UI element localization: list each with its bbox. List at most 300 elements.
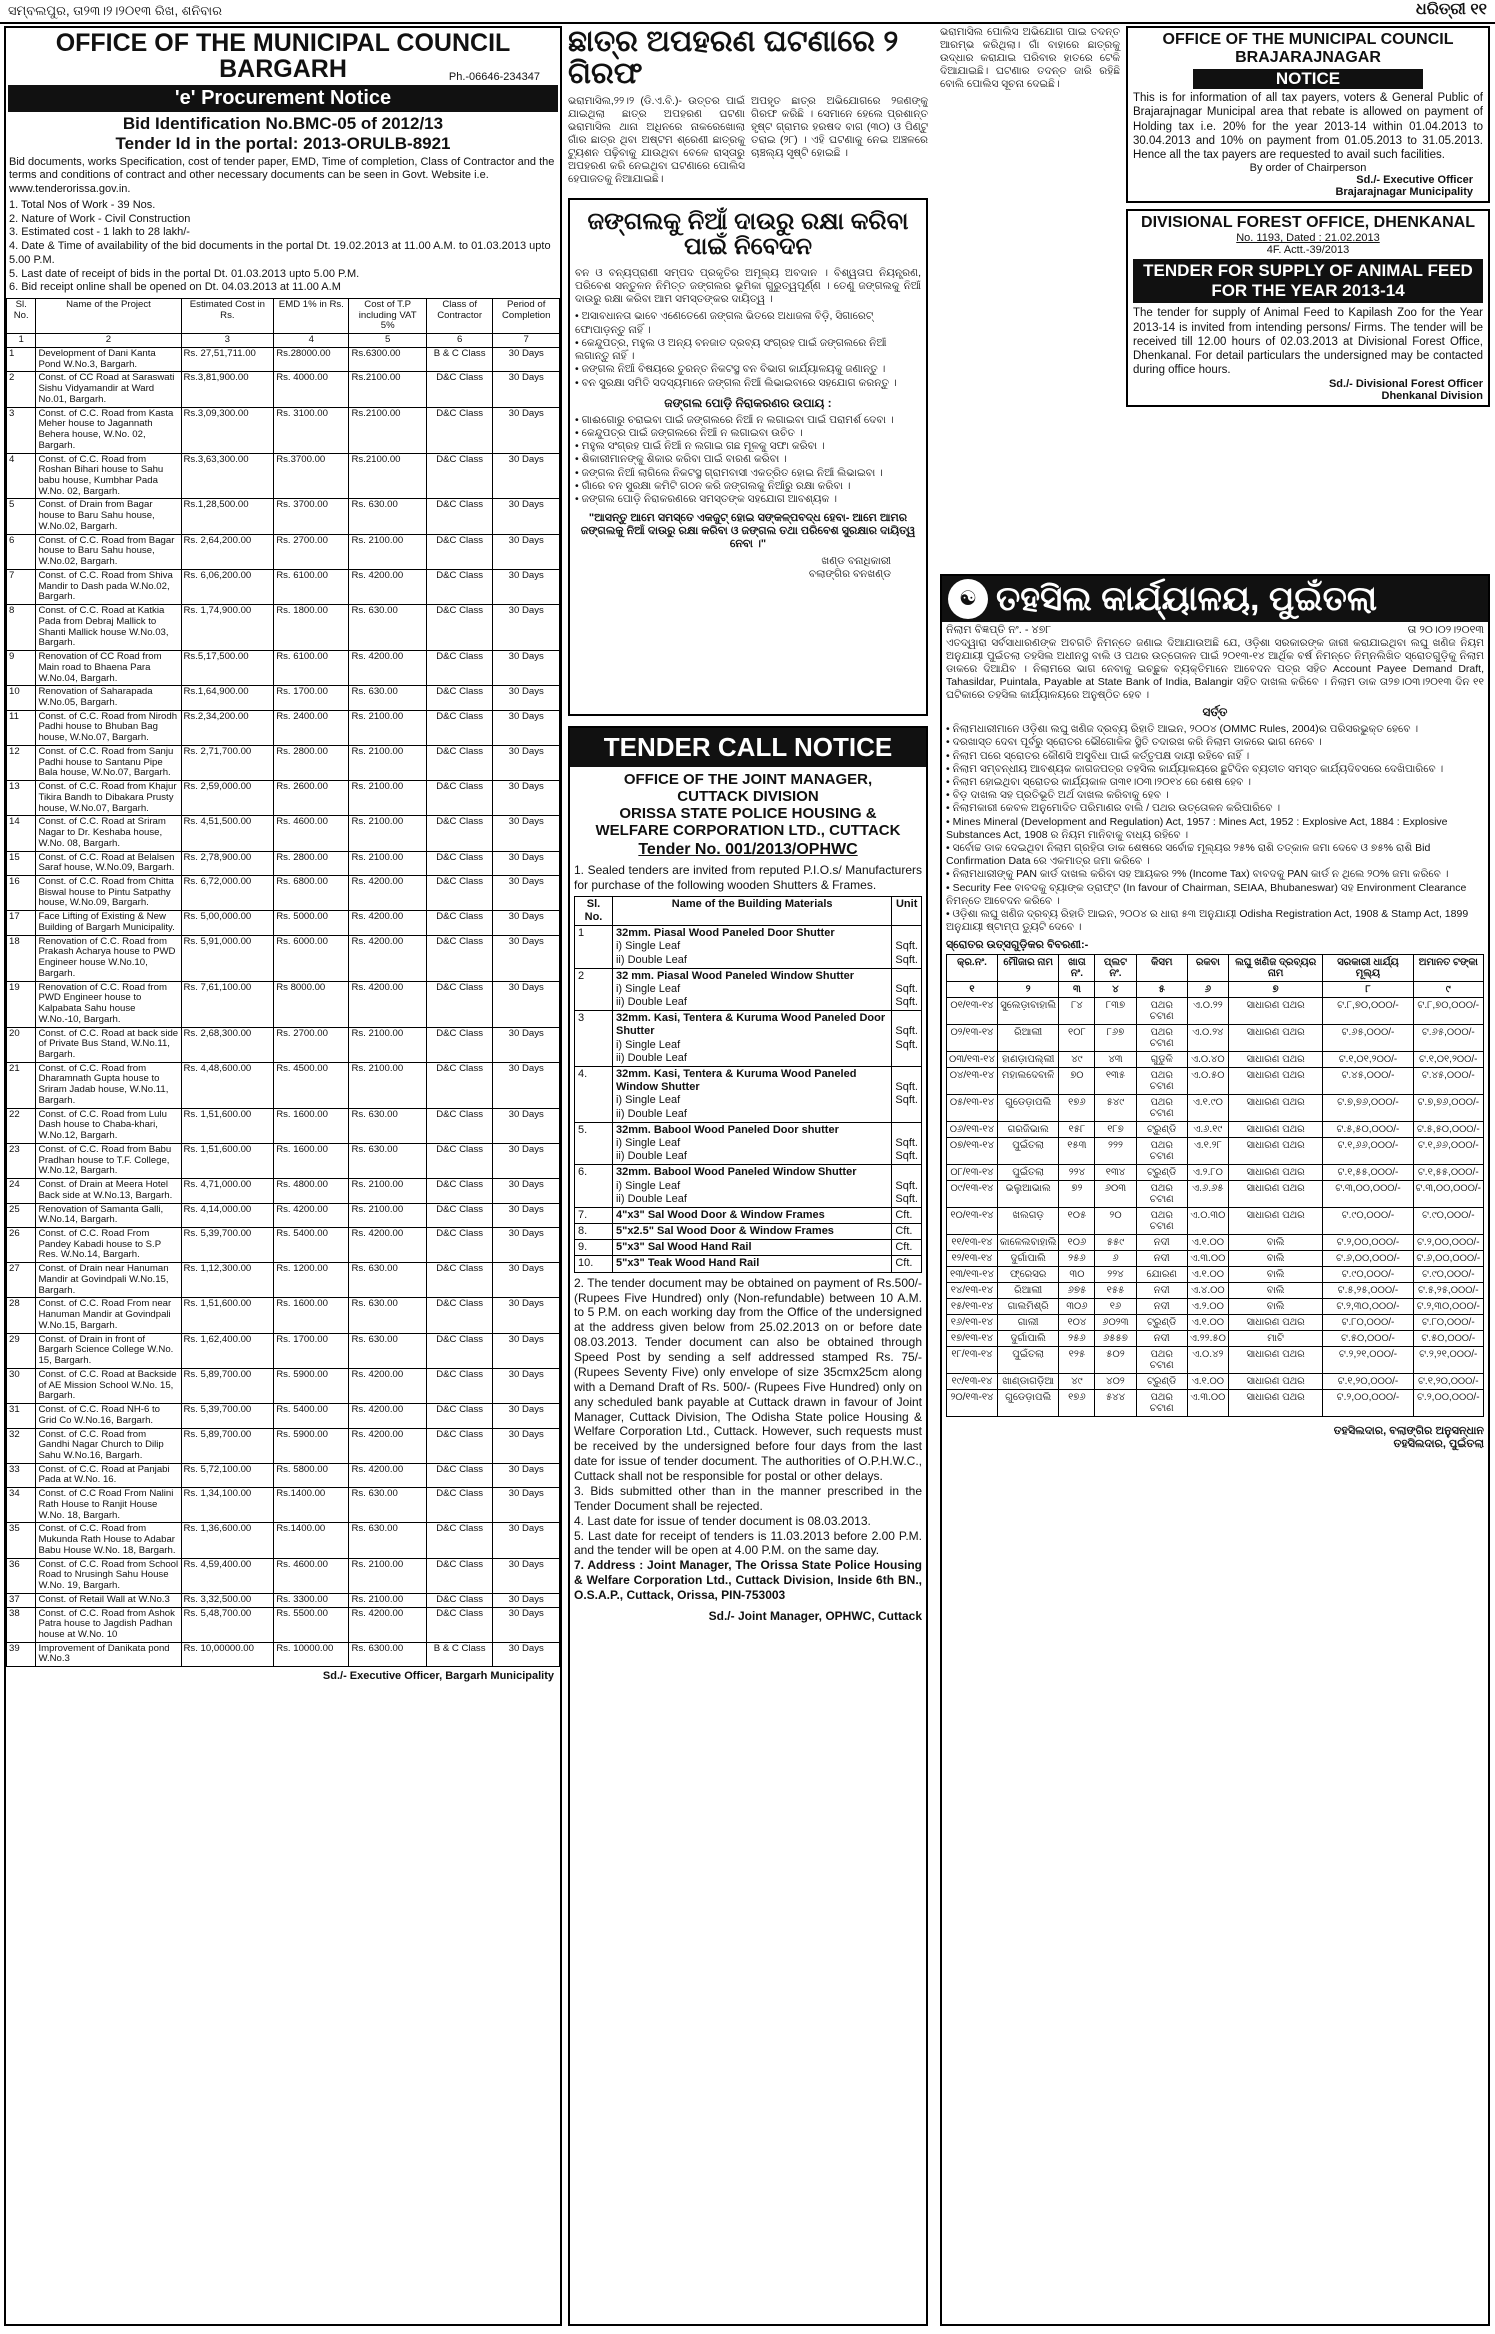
table-row <box>947 1250 1484 1266</box>
right-column <box>940 26 1490 2326</box>
table-cell: Const. of C.C. Road from Bagar house to Baru Sahu house, W.No.02, Bargarh. <box>36 534 181 569</box>
table-row <box>7 1558 560 1593</box>
table-cell: ୬୦୩ <box>1095 1180 1136 1207</box>
table-cell: ୪୩ <box>1095 1051 1136 1067</box>
table-cell: ହାଣଡ଼ାପଲ୍ଲୀ <box>997 1051 1059 1067</box>
table-cell: Rs. 2100.00 <box>349 1558 426 1593</box>
table-cell: Rs. 3300.00 <box>274 1593 349 1607</box>
table-cell: ଏ.୨୨.୫୦ <box>1187 1330 1228 1346</box>
table-cell: 30 Days <box>493 1593 560 1607</box>
braj-line-2: BRAJARAJNAGAR <box>1235 49 1381 66</box>
unit-text: Cft. <box>895 1225 913 1238</box>
tahasil-intro: ଏତଦ୍ୱାରା ସର୍ବସାଧାରଣଙ୍କ ଅବଗତି ନିମନ୍ତେ ଜଣାଇ ଦିଆଯାଉଅଛି ଯେ, ଓଡ଼ିଶା ସରକାରଙ୍କ ଜାରୀ କରାଯାଇଥିବା ଲଘୁ ଖଣିଜ ନିୟମ ଅନୁଯାୟୀ ପୁଇଁତଲା ତହସିଲ ଅଧୀନସ୍ଥ ବାଲି ଓ ପଥର ଉତ୍ତୋଳନ ପାଇଁ ୨୦୧୩-୧୪ ଆର୍ଥିକ ବର୍ଷ ନିମନ୍ତେ ନିମ୍ନଲିଖିତ ସ୍ରୋତଗୁଡ଼ିକୁ ନିଲାମ ଡାକରେ ଦିଆଯିବ । ନିଲାମରେ ଭାଗ ନେବାକୁ ଇଚ୍ଛୁକ ବ୍ୟକ୍ତିମାନେ ଆବେଦନ ପତ୍ର ସହିତ Account Payee Demand Draft, Tahasildar, Puintala, Payable at State Bank of India, Balangir ସହିତ ଦାଖଲ କରିବେ । ନିଲାମ ଡାକ ତା୨୭।୦୩।୨୦୧୩ ଦିନ ୧୧ ଘଟିକାରେ ତହସିଲ କାର୍ଯ୍ୟାଳୟରେ ଅନୁଷ୍ଠିତ ହେବ । <box>946 637 1484 702</box>
table-row <box>947 1298 1484 1314</box>
unit-text: Sqft. <box>895 1136 918 1149</box>
table-row <box>7 710 560 745</box>
tahasil-cond-title: ସର୍ତ୍ତ <box>1202 705 1228 720</box>
table-row <box>947 997 1484 1024</box>
table-cell: ଏ.୬.୧୯ <box>1187 1121 1228 1137</box>
item-unit <box>892 926 922 969</box>
bmc-point: 5. Last date of receipt of bids in the portal Dt. 01.03.2013 upto 5.00 P.M. <box>9 267 360 280</box>
table-cell: Const. of C.C. Road from Gandhi Nagar Church to Dilip Sahu W.No.16, Bargarh. <box>36 1428 181 1463</box>
braj-notice-bar: NOTICE <box>1193 69 1423 89</box>
table-cell: Rs. 1,74,900.00 <box>181 605 274 651</box>
table-cell: Const. of C.C. Road from Khajur Tikira Bandh to Dibakara Prusty house, W.No.07, Bargarh. <box>36 781 181 816</box>
table-cell: Const. of Drain near Hanuman Mandir at Govindpali W.No.15, Bargarh. <box>36 1263 181 1298</box>
bmc-intro: Bid documents, works Specification, cost of tender paper, EMD, Time of completion, Class of Contractor and the terms and conditions of contract and other necessary documents can be seen in Govt. Website i.e. www.tenderorissa.gov.in. <box>9 155 555 195</box>
table-cell: Rs.6300.00 <box>349 347 426 371</box>
table-row <box>575 968 922 1011</box>
table-row <box>7 1607 560 1642</box>
emblem-icon: ☯ <box>948 579 988 619</box>
table-cell: ନଦୀ <box>1136 1282 1187 1298</box>
table-cell: D&C Class <box>426 1523 493 1558</box>
table-cell: Rs. 6100.00 <box>274 569 349 604</box>
table-cell: ୧୫୫ <box>1095 1282 1136 1298</box>
dfo-acct: 4F. Actt.-39/2013 <box>1266 244 1350 257</box>
table-cell: 23 <box>7 1143 36 1178</box>
table-cell: Rs. 630.00 <box>349 1333 426 1368</box>
table-cell: ପଥର ଚଟାଣ <box>1136 1067 1187 1094</box>
table-cell: ଟ.୬,୦୦,୦୦୦/- <box>1413 1250 1483 1266</box>
table-number-row <box>947 981 1484 997</box>
table-cell: ୧୫/୧୩-୧୪ <box>947 1298 998 1314</box>
unit-spacer <box>895 1068 918 1081</box>
dhenkanal-forest-tender <box>1126 209 1490 406</box>
table-cell: ଏ.୨.୮୦ <box>1187 1164 1228 1180</box>
ophwc-line-3: ORISSA STATE POLICE HOUSING & <box>619 805 877 822</box>
table-cell: Development of Dani Kanta Pond W.No.3, Bargarh. <box>36 347 181 371</box>
ophwc-para-4: 4. Last date for issue of tender document is 08.03.2013. <box>574 1513 871 1528</box>
table-cell: Renovation of Samanta Galli, W.No.14, Bargarh. <box>36 1203 181 1227</box>
forest-measure: • ଜଙ୍ଗଲ ନିଆଁ ଲାଗିଲେ ନିକଟସ୍ଥ ଗ୍ରାମବାସୀ ଏକତ୍ରିତ ହୋଇ ନିଆଁ ଲିଭାଇବା । <box>575 466 883 479</box>
table-row <box>7 651 560 686</box>
table-cell: Rs. 1700.00 <box>274 1333 349 1368</box>
table-cell: ୧୩୪ <box>1095 1164 1136 1180</box>
table-cell: 31 <box>7 1404 36 1428</box>
table-cell: ଟ.୧,୨୦,୦୦୦/- <box>1323 1373 1413 1389</box>
table-cell: ଟ.୫୦,୦୦୦/- <box>1323 1330 1413 1346</box>
table-row <box>947 1137 1484 1164</box>
table-cell: D&C Class <box>426 1368 493 1403</box>
table-cell: ବାଲି <box>1228 1298 1322 1314</box>
table-cell: ୧୬/୧୩-୧୪ <box>947 1314 998 1330</box>
table-cell: ୨୫୬ <box>1059 1250 1095 1266</box>
bmc-title-2: BARGARH <box>219 55 347 84</box>
table-row <box>7 981 560 1027</box>
item-name <box>612 926 891 969</box>
table-cell: D&C Class <box>426 372 493 407</box>
ophwc-signature: Sd./- Joint Manager, OPHWC, Cuttack <box>708 1608 922 1623</box>
table-cell: Rs. 1,12,300.00 <box>181 1263 274 1298</box>
table-row <box>575 1224 922 1240</box>
table-row <box>575 926 922 969</box>
item-name-text: 32mm. Babool Wood Paneled Window Shutter <box>615 1166 857 1179</box>
table-cell: Const. of CC Road at Saraswati Sishu Vidyamandir at Ward No.01, Bargarh. <box>36 372 181 407</box>
ophwc-para-5: 5. Last date for receipt of tenders is 11.03.2013 before 2.00 P.M. and the tender will be open at 4.00 P.M. on the same day. <box>574 1528 922 1558</box>
tahasil-auction-notice <box>940 574 1490 2326</box>
table-cell: Rs. 2100.00 <box>349 781 426 816</box>
ophwc-tender-notice <box>568 726 928 2326</box>
forest-points <box>575 310 921 389</box>
dfo-bar: TENDER FOR SUPPLY OF ANIMAL FEED FOR THE YEAR 2013-14 <box>1133 259 1483 303</box>
table-cell: Rs. 5400.00 <box>274 1228 349 1263</box>
table-cell: ୧୧/୧୩-୧୪ <box>947 1234 998 1250</box>
table-cell: Face Lifting of Existing & New Building of Bargarh Municipality. <box>36 911 181 935</box>
table-cell: D&C Class <box>426 1263 493 1298</box>
table-cell: ୧୮/୧୩-୧୪ <box>947 1346 998 1373</box>
item-sub: ii) Double Leaf <box>615 1150 687 1163</box>
unit-text: Sqft. <box>895 1094 918 1107</box>
ophwc-line-1: OFFICE OF THE JOINT MANAGER, <box>623 771 873 788</box>
table-row <box>947 1346 1484 1373</box>
tahasil-condition: • Security Fee ବାବଦକୁ ବ୍ୟାଙ୍କ ଡ୍ରାଫ୍ଟ (In favour of Chairman, SEIAA, Bhubaneswar) ସହ Environment Clearance ନିମନ୍ତେ ଆବେଦନ କରିବେ । <box>946 881 1467 907</box>
table-row <box>7 1108 560 1143</box>
forest-point: • ଜଙ୍ଗଲ ନିଆଁ ବିଷୟରେ ତୁରନ୍ତ ନିକଟସ୍ଥ ବନ ବିଭାଗ କାର୍ଯ୍ୟାଳୟକୁ ଜଣାନ୍ତୁ । <box>575 363 886 376</box>
table-cell: 30 Days <box>493 1463 560 1487</box>
table-cell: ୨୨୪ <box>1095 1266 1136 1282</box>
column-header: Class of Contractor <box>426 299 493 334</box>
table-cell: Const. of C.C. Road at Backside of AE Mission School W.No. 15, Bargarh. <box>36 1368 181 1403</box>
unit-text: Sqft. <box>895 1025 918 1038</box>
table-cell: Rs. 2700.00 <box>274 534 349 569</box>
table-cell: Rs 8000.00 <box>274 981 349 1027</box>
table-row <box>7 1203 560 1227</box>
table-cell: ୧୦/୧୩-୧୪ <box>947 1207 998 1234</box>
table-cell: Rs. 2800.00 <box>274 851 349 875</box>
table-cell: ୧୦୬ <box>1059 1234 1095 1250</box>
table-row <box>575 1067 922 1123</box>
column-header: କିସମ <box>1136 954 1187 981</box>
table-cell: Const. of C.C. Road From Pandey Kabadi house to S.P Res. W.No.14, Bargarh. <box>36 1228 181 1263</box>
unit-text: Sqft. <box>895 953 918 966</box>
table-cell: D&C Class <box>426 651 493 686</box>
column-header: Unit <box>892 896 922 925</box>
table-cell: ୫୫୯ <box>1095 1234 1136 1250</box>
table-cell: 4 <box>7 453 36 499</box>
table-cell: ୧୬ <box>1095 1298 1136 1314</box>
table-cell: D&C Class <box>426 781 493 816</box>
table-cell: ୪୯ <box>1059 1373 1095 1389</box>
table-cell: Rs. 6300.00 <box>349 1642 426 1666</box>
table-cell: ୦୩/୧୩-୧୪ <box>947 1051 998 1067</box>
table-cell: 30 Days <box>493 1333 560 1368</box>
table-cell: କାଳେଲବାହାଲି <box>997 1234 1059 1250</box>
table-cell: ୫୪୯ <box>1095 1094 1136 1121</box>
unit-text: Cft. <box>895 1257 913 1270</box>
table-cell: ୪୦୨ <box>1095 1373 1136 1389</box>
table-cell: Rs. 2100.00 <box>349 534 426 569</box>
news-col-3: ଭରାମାସିଲ ପୋଲିସ ଅଭିଯୋଗ ପାଇ ତଦନ୍ତ ଆରମ୍ଭ କରିଥିଲା। ଗାଁ ବାହାରେ ଛାତ୍ରକୁ ଉଦ୍ଧାର କରାଯାଇ ପରିବାର ହାତରେ ଟେକି ଦିଆଯାଇଛି। ଘଟଣାର ତଦନ୍ତ ଜାରି ରହିଛି ବୋଲି ପୋଲିସ ସୂଚନା ଦେଇଛି। <box>940 26 1120 91</box>
table-cell: ଟ୍ରୁଣ୍ଡି <box>1136 1121 1187 1137</box>
table-cell: Rs. 2100.00 <box>349 1203 426 1227</box>
braj-sign-1: Sd./- Executive Officer <box>1356 174 1473 187</box>
table-cell: ୬ <box>1095 1250 1136 1266</box>
table-cell: Rs. 6,72,000.00 <box>181 875 274 910</box>
forest-fire-appeal <box>568 198 928 716</box>
table-cell: ୦୯/୧୩-୧୪ <box>947 1180 998 1207</box>
item-number: 6. <box>575 1165 613 1208</box>
table-cell: 30 Days <box>493 499 560 534</box>
bmc-point: 4. Date & Time of availability of the bid documents in the portal Dt. 19.02.2013 at 11.00 A.M. to 01.03.2013 upto 5.00 P.M. <box>9 240 551 266</box>
table-cell: Rs.1400.00 <box>274 1523 349 1558</box>
item-sub: ii) Double Leaf <box>615 1107 687 1120</box>
header-date: ସମ୍ବଲପୁର, ତା୨୩।୨।୨୦୧୩ ରିଖ, ଶନିବାର <box>8 3 222 18</box>
table-cell: ନଦୀ <box>1136 1234 1187 1250</box>
table-cell: ୫୪୪ <box>1095 1389 1136 1416</box>
table-cell: ଗୁଡେଡ଼ାପଲି <box>997 1094 1059 1121</box>
table-cell: ଏ.୧.୦୦ <box>1187 1234 1228 1250</box>
table-cell: ଭଲୁଆଭାଲ <box>997 1180 1059 1207</box>
table-cell: ଗାଲମିଶ୍ରି <box>997 1298 1059 1314</box>
table-cell: Rs. 2,64,200.00 <box>181 534 274 569</box>
table-cell: 30 Days <box>493 534 560 569</box>
ophwc-bar: TENDER CALL NOTICE <box>570 728 926 767</box>
table-cell: Rs.1,28,500.00 <box>181 499 274 534</box>
table-cell: Rs. 2100.00 <box>349 1027 426 1062</box>
table-cell: Rs. 1600.00 <box>274 1108 349 1143</box>
table-cell: ୦୧/୧୩-୧୪ <box>947 997 998 1024</box>
table-row <box>947 1067 1484 1094</box>
table-row <box>7 1463 560 1487</box>
table-row <box>575 1011 922 1067</box>
table-cell: Rs. 4500.00 <box>274 1062 349 1108</box>
item-number: 1 <box>575 926 613 969</box>
table-cell: D&C Class <box>426 534 493 569</box>
forest-sign-2: ବଲାଙ୍ଗିର ବନଖଣ୍ଡ <box>808 568 891 581</box>
column-number: ୫ <box>1136 981 1187 997</box>
table-cell: ୮୪ <box>1059 997 1095 1024</box>
table-row <box>7 605 560 651</box>
table-cell: Rs. 1,51,600.00 <box>181 1143 274 1178</box>
item-name <box>612 1122 891 1165</box>
table-row <box>947 1234 1484 1250</box>
item-name-text: 32mm. Babool Wood Paneled Door shutter <box>615 1123 839 1136</box>
table-cell: ୧୭୬ <box>1059 1389 1095 1416</box>
forest-point: • ବନ ସୁରକ୍ଷା ସମିତି ସଦସ୍ୟମାନେ ଜଙ୍ଗଲ ନିଆଁ ଲିଭାଇବାରେ ସହଯୋଗ କରନ୍ତୁ । <box>575 376 897 389</box>
tahasil-condition: • ନିଲାମକାରୀ କେବଳ ଅନୁମୋଦିତ ପରିମାଣର ବାଲି / ପଥର ଉତ୍ତୋଳନ କରିପାରିବେ । <box>946 802 1281 815</box>
braj-by: By order of Chairperson <box>1249 162 1367 175</box>
table-cell: Const. of C.C. Road from Chitta Biswal house to Pintu Satpathy house, W.No.09, Bargarh. <box>36 875 181 910</box>
table-cell: Rs. 1700.00 <box>274 686 349 710</box>
table-cell: ଟ.୧,୫୫,୦୦୦/- <box>1323 1164 1413 1180</box>
item-unit <box>892 1011 922 1067</box>
table-cell: Rs. 4600.00 <box>274 1558 349 1593</box>
table-cell: D&C Class <box>426 499 493 534</box>
table-cell: Rs. 5,39,700.00 <box>181 1404 274 1428</box>
table-cell: Rs. 630.00 <box>349 1523 426 1558</box>
item-unit <box>892 1067 922 1123</box>
table-cell: 30 Days <box>493 1298 560 1333</box>
bmc-notice-bar: 'e' Procurement Notice <box>8 85 558 112</box>
item-sub: i) Single Leaf <box>615 940 681 953</box>
table-cell: Rs. 3700.00 <box>274 499 349 534</box>
bmc-points <box>6 199 560 298</box>
table-cell: ସାଧାରଣ ପଥର <box>1228 1137 1322 1164</box>
table-cell: 30 Days <box>493 347 560 371</box>
table-cell: ୧୨/୧୩-୧୪ <box>947 1250 998 1266</box>
column-number: ୪ <box>1095 981 1136 997</box>
table-row <box>947 1024 1484 1051</box>
bmc-signature: Sd./- Executive Officer, Bargarh Municipality <box>322 1670 554 1683</box>
item-name-text: 5"x2.5" Sal Wood Door & Window Frames <box>615 1225 834 1238</box>
table-cell: ଏ.୬.୬୫ <box>1187 1180 1228 1207</box>
table-cell: ୨୦ <box>1095 1207 1136 1234</box>
table-cell: ୬୦୨୩ <box>1095 1314 1136 1330</box>
table-cell: 6 <box>7 534 36 569</box>
item-sub: ii) Double Leaf <box>615 953 687 966</box>
table-cell: 33 <box>7 1463 36 1487</box>
newspaper-header <box>0 0 1495 24</box>
table-cell: ପୁଇଁତଲା <box>997 1164 1059 1180</box>
table-cell: ୧୦୫ <box>1059 1207 1095 1234</box>
table-cell: Rs.3,09,300.00 <box>181 407 274 453</box>
braj-sign-2: Brajarajnagar Municipality <box>1335 186 1473 199</box>
table-cell: 37 <box>7 1593 36 1607</box>
table-cell: ୮୬୭ <box>1095 1024 1136 1051</box>
table-cell: ଟ.୧,୦୧,୨୦୦/- <box>1413 1051 1483 1067</box>
table-cell: 30 Days <box>493 1143 560 1178</box>
table-cell: Rs. 5400.00 <box>274 1404 349 1428</box>
table-cell: Renovation of CC Road from Main road to Bhaena Para W.No.04, Bargarh. <box>36 651 181 686</box>
table-row <box>7 1593 560 1607</box>
table-cell: ୭୨ <box>1059 1180 1095 1207</box>
table-cell: ବାଲି <box>1228 1266 1322 1282</box>
table-cell: ଟ.୭,୭୬,୦୦୦/- <box>1413 1094 1483 1121</box>
item-unit <box>892 1256 922 1272</box>
table-cell: Rs. 5,91,000.00 <box>181 935 274 981</box>
tahasil-condition: • ନିଲାମଧାରୀମାନେ ଓଡ଼ିଶା ଲଘୁ ଖଣିଜ ଦ୍ରବ୍ୟ ରିହାତି ଆଇନ, ୨୦୦୪ (OMMC Rules, 2004)ର ପରିସରଭୁକ୍ତ ହେବେ । <box>946 723 1419 736</box>
table-cell: ପୁଇଁତଲା <box>997 1137 1059 1164</box>
table-cell: 30 Days <box>493 1558 560 1593</box>
table-cell: Rs.1,64,900.00 <box>181 686 274 710</box>
table-row <box>575 1122 922 1165</box>
table-cell: D&C Class <box>426 745 493 780</box>
table-cell: Improvement of Danikata pond W.No.3 <box>36 1642 181 1666</box>
column-header: Name of the Building Materials <box>612 896 891 925</box>
table-cell: ପୁଇଁତଲା <box>997 1346 1059 1373</box>
table-cell: ସାଧାରଣ ପଥର <box>1228 1389 1322 1416</box>
table-cell: Const. of Drain from Bagar house to Baru Sahu house, W.No.02, Bargarh. <box>36 499 181 534</box>
table-cell: ଟ୍ରୁଣ୍ଡି <box>1136 1164 1187 1180</box>
table-row <box>7 686 560 710</box>
table-cell: ୧୨୫ <box>1059 1346 1095 1373</box>
table-cell: ଟ.୪୫,୦୦୦/- <box>1323 1067 1413 1094</box>
column-number: ୨ <box>997 981 1059 997</box>
item-sub: i) Single Leaf <box>615 1094 681 1107</box>
table-cell: Rs. 2100.00 <box>349 710 426 745</box>
column-number: 2 <box>36 334 181 348</box>
table-cell: Rs. 5,48,700.00 <box>181 1607 274 1642</box>
column-number: ୯ <box>1413 981 1483 997</box>
table-cell: ୦୨/୧୩-୧୪ <box>947 1024 998 1051</box>
table-cell: 8 <box>7 605 36 651</box>
item-unit <box>892 1122 922 1165</box>
table-cell: 18 <box>7 935 36 981</box>
item-number: 10. <box>575 1256 613 1272</box>
table-cell: ଟ.୯୦,୦୦୦/- <box>1413 1266 1483 1282</box>
unit-text: Sqft. <box>895 940 918 953</box>
table-cell: ଗରଜିଭାଲ <box>997 1121 1059 1137</box>
table-cell: 34 <box>7 1488 36 1523</box>
column-header: ଅମାନତ ଟଙ୍କା <box>1413 954 1483 981</box>
table-cell: Rs. 1600.00 <box>274 1298 349 1333</box>
table-header-row <box>7 299 560 334</box>
tahasil-condition: • ନିଲାମ ସମ୍ବନ୍ଧୀୟ ଆବଶ୍ୟକ କାଗଜପତ୍ର ତହସିଲ କାର୍ଯ୍ୟାଳୟରେ ଛୁଟିଦିନ ବ୍ୟତୀତ ସମସ୍ତ କାର୍ଯ୍ୟଦିବସରେ ଦେଖିପାରିବେ । <box>946 762 1444 775</box>
ophwc-tender-no: Tender No. 001/2013/OPHWC <box>638 841 858 858</box>
item-number: 2 <box>575 968 613 1011</box>
table-row <box>7 1642 560 1666</box>
table-cell: ଏ.୦.୪୨ <box>1187 1346 1228 1373</box>
table-cell: ୧୦୮ <box>1059 1024 1095 1051</box>
table-row <box>7 1333 560 1368</box>
table-cell: ସାଧାରଣ ପଥର <box>1228 1121 1322 1137</box>
table-cell: 3 <box>7 407 36 453</box>
table-cell: Const. of C.C. Road from Mukunda Rath House to Adabar Babu House W.No. 18, Bargarh. <box>36 1523 181 1558</box>
news-headline: ଛାତ୍ର ଅପହରଣ ଘଟଣାରେ ୨ ଗିରଫ <box>568 26 899 90</box>
table-cell: Rs. 630.00 <box>349 1108 426 1143</box>
header-page: ଧରିତ୍ରୀ ୧୧ <box>1415 1 1487 18</box>
column-header: ରକବା <box>1187 954 1228 981</box>
table-cell: ଟ.୭,୭୬,୦୦୦/- <box>1323 1094 1413 1121</box>
table-cell: 30 Days <box>493 1228 560 1263</box>
table-cell: 38 <box>7 1607 36 1642</box>
table-cell: Rs. 27,51,711.00 <box>181 347 274 371</box>
column-header: ଖାତା ନଂ. <box>1059 954 1095 981</box>
table-cell: D&C Class <box>426 1203 493 1227</box>
item-name-text: 32mm. Kasi, Tentera & Kuruma Wood Paneled Window Shutter <box>615 1068 857 1094</box>
forest-measure: • କେନ୍ଦୁପତ୍ର ପାଇଁ ଜଙ୍ଗଲରେ ନିଆଁ ନ ଲଗାଇବା ଉଚିତ । <box>575 426 803 439</box>
item-name <box>612 1067 891 1123</box>
table-row <box>947 1180 1484 1207</box>
news-col-2: ଅପହୃତ ଛାତ୍ର ଅଭିଯୋଗରେ ୨ଜଣଙ୍କୁ ଗିରଫ କରିଛି । ସେମାନେ ହେଲେ ପ୍ରଶାନ୍ତ ହୃଷ୍ଟ ଗ୍ରାମର ହରଷଦ ବାଗ (୩୦) ଓ ପିଣ୍ଟୁ ତରାଇ (୨୮) । ଏହି ଘଟଣାକୁ ନେଇ ଅଞ୍ଚଳରେ ଚାଞ୍ଚଲ୍ୟ ସୃଷ୍ଟି ହୋଇଛି । <box>751 95 928 160</box>
table-row <box>7 347 560 371</box>
table-cell: Rs. 4200.00 <box>349 981 426 1027</box>
tahasil-condition: • Mines Mineral (Development and Regulation) Act, 1957 : Mines Act, 1952 : Explosive Act, 1884 : Explosive Substances Act, 1908 ର ନିୟମ ମାନିବାକୁ ବାଧ୍ୟ ରହିବେ । <box>946 815 1448 841</box>
table-row <box>7 453 560 499</box>
table-cell: D&C Class <box>426 1062 493 1108</box>
item-number: 8. <box>575 1224 613 1240</box>
table-row <box>947 1373 1484 1389</box>
table-cell: 30 Days <box>493 981 560 1027</box>
table-cell: ଏ.୧.୨୮ <box>1187 1137 1228 1164</box>
table-cell: 30 Days <box>493 1108 560 1143</box>
table-cell: ଟ.୬୫,୦୦୦/- <box>1413 1024 1483 1051</box>
table-cell: 30 Days <box>493 1263 560 1298</box>
news-col-1: ଭରାମାସିଲ,୨୨।୨ (ଡି.ଏ.ବି.)- ଉତ୍ତର ପାଇଁ ଯାଇଥିଲା ଛାତ୍ର ଅପହରଣ ଘଟଣା ଭରାମାସିଲ ଥାନା ଅଧିନରେ ନାକରେଖୋଲା ଗାଁର ଛାତ୍ର ଥିବା ଅଷ୍ଟମ ଶ୍ରେଣୀ ଛାତ୍ରକୁ ଟ୍ୟୁଶନ ପଢ଼ିବାକୁ ଯାଉଥିବା ବେଳେ ରାସ୍ତାରୁ ଅପହରଣ କରି ନେଇଥିବା ଘଟଣାରେ ପୋଲିସ ହେପାଜତକୁ ନିଆଯାଇଛି। <box>568 95 745 186</box>
forest-title: ଜଙ୍ଗଲକୁ ନିଆଁ ଦାଉରୁ ରକ୍ଷା କରିବା ପାଇଁ ନିବେଦନ <box>587 208 909 261</box>
table-cell: 16 <box>7 875 36 910</box>
table-cell: D&C Class <box>426 911 493 935</box>
table-cell: Rs. 4,71,000.00 <box>181 1179 274 1203</box>
table-cell: 2 <box>7 372 36 407</box>
table-cell: Rs. 5000.00 <box>274 911 349 935</box>
forest-sign-1: ଖଣ୍ଡ ବନାଧିକାରୀ <box>821 555 891 568</box>
table-cell: D&C Class <box>426 710 493 745</box>
table-cell: ଗୁଡୁଳି <box>1136 1051 1187 1067</box>
table-cell: ଟ.୧,୨୦,୦୦୦/- <box>1413 1373 1483 1389</box>
table-cell: ଏ.୦.୩୦ <box>1187 1207 1228 1234</box>
table-cell: ଟ.୮,୭୦,୦୦୦/- <box>1323 997 1413 1024</box>
forest-measure: • ଗାଁରେ ବନ ସୁରକ୍ଷା କମିଟି ଗଠନ କରି ଜଙ୍ଗଲକୁ ନିଆଁରୁ ରକ୍ଷା କରିବା । <box>575 479 851 492</box>
table-cell: Rs. 2,59,000.00 <box>181 781 274 816</box>
forest-measure: • ଜଙ୍ଗଲ ପୋଡ଼ି ନିରାକରଣରେ ସମସ୍ତଙ୍କ ସହଯୋଗ ଆବଶ୍ୟକ । <box>575 493 837 506</box>
forest-measure: • ଶିକାରୀମାନଙ୍କୁ ଶିକାର କରିବା ପାଇଁ ବାରଣ କରିବା । <box>575 453 787 466</box>
column-number: 1 <box>7 334 36 348</box>
unit-text: Sqft. <box>895 996 918 1009</box>
table-cell: ସାଧାରଣ ପଥର <box>1228 1373 1322 1389</box>
table-cell: ଖଲଗଡ଼ <box>997 1207 1059 1234</box>
